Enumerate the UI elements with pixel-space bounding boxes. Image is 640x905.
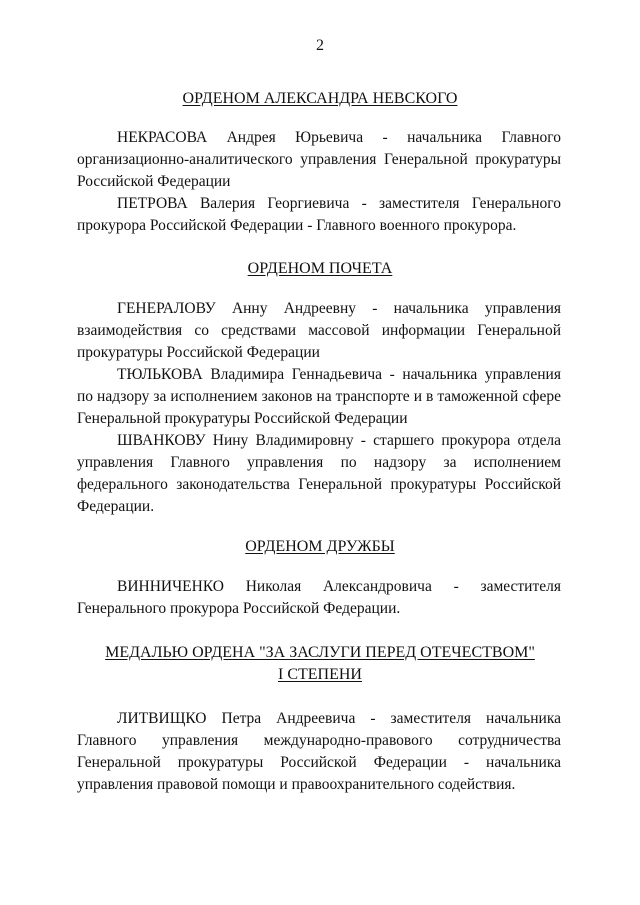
award-entry-tyulkov: ТЮЛЬКОВА Владимира Геннадьевича - начальника управления по надзору за исполнением законов на транспорте и в таможенной сфере Генеральной прокуратуры Российской Федерации xyxy=(77,366,561,427)
award-entry-litvishko: ЛИТВИЩКО Петра Андреевича - заместителя начальника Главного управления международно-правового сотрудничества Генеральной прокуратуры Российской Федерации - начальника управления правовой помощи и правоохранительного содействия. xyxy=(77,710,561,793)
heading-line-1: МЕДАЛЬЮ ОРДЕНА "ЗА ЗАСЛУГИ ПЕРЕД ОТЕЧЕСТВОМ" xyxy=(105,644,535,661)
section-heading-druzhby xyxy=(60,536,580,558)
section-heading-medal xyxy=(60,642,580,686)
page-number: 2 xyxy=(316,37,324,54)
award-entry-generalova: ГЕНЕРАЛОВУ Анну Андреевну - начальника управления взаимодействия со средствами массовой информации Генеральной прокуратуры Российской Федерации xyxy=(77,300,561,361)
award-entry-shvankova: ШВАНКОВУ Нину Владимировну - старшего прокурора отдела управления Главного управления по надзору за исполнением федерального законодательства Генеральной прокуратуры Российской Федерации. xyxy=(77,432,561,515)
heading-text: ОРДЕНОМ ПОЧЕТА xyxy=(247,260,393,277)
section-heading-nevsky xyxy=(60,88,580,110)
award-entry-vinnichenko: ВИННИЧЕНКО Николая Александровича - заместителя Генерального прокурора Российской Федерации. xyxy=(77,578,561,617)
heading-text: ОРДЕНОМ АЛЕКСАНДРА НЕВСКОГО xyxy=(182,90,458,107)
award-entry-nekrasov: НЕКРАСОВА Андрея Юрьевича - начальника Главного организационно-аналитического управления Генеральной прокуратуры Российской Федерации xyxy=(77,129,561,190)
section-heading-pocheta xyxy=(60,258,580,280)
heading-text: ОРДЕНОМ ДРУЖБЫ xyxy=(245,538,395,555)
award-entry-petrov: ПЕТРОВА Валерия Георгиевича - заместителя Генерального прокурора Российской Федерации - Главного военного прокурора. xyxy=(77,195,561,234)
heading-line-2: I СТЕПЕНИ xyxy=(278,666,362,683)
